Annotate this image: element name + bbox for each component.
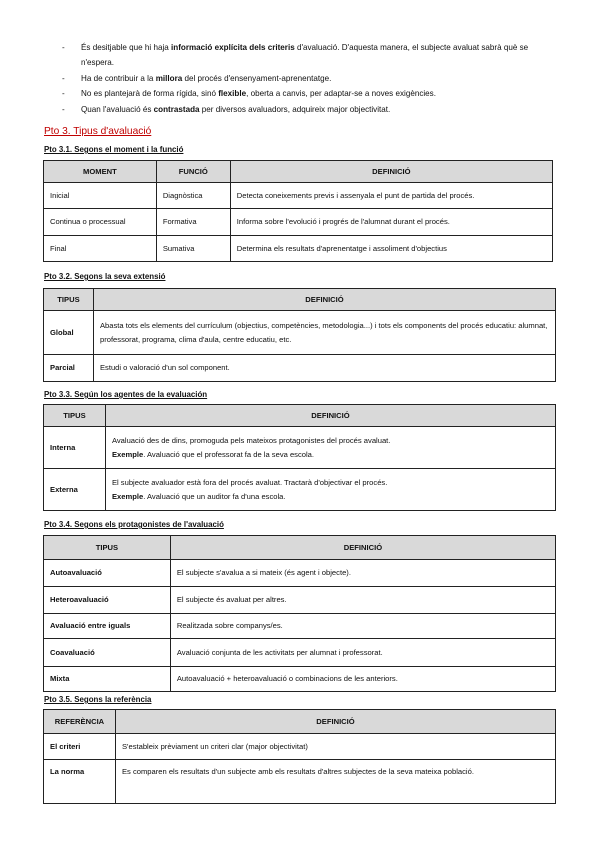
cell: Coavaluació <box>44 639 171 667</box>
header-cell: DEFINICIÓ <box>170 536 555 560</box>
table-header-row <box>44 289 556 311</box>
header-cell: TIPUS <box>44 405 106 427</box>
table-row <box>44 760 556 804</box>
bullet-text: Quan l'avaluació és <box>81 104 154 114</box>
bullet-bold: contrastada <box>153 104 200 114</box>
cell: Informa sobre l'evolució i progrés de l'alumnat durant el procés. <box>230 209 552 236</box>
cell: Determina els resultats d'aprenentatge i assoliment d'objectius <box>230 236 552 262</box>
cell: Abasta tots els elements del currículum (objectius, competències, metodologia...) i tots els components del procés educatiu: alumnat, professorat, programa, clima d'aula, centre educatiu, etc. <box>93 311 555 355</box>
cell: Final <box>44 236 157 262</box>
bullet-bold: flexible <box>218 89 247 99</box>
bullet-item <box>62 71 562 86</box>
bullet-item <box>62 40 562 71</box>
table-row <box>44 639 556 667</box>
bullet-text: És desitjable que hi haja <box>81 43 171 52</box>
cell: Continua o processual <box>44 209 157 236</box>
example-text: . Avaluació que el professorat fa de la seva escola. <box>143 449 315 459</box>
cell: Autoavaluació <box>44 560 171 587</box>
cell: Diagnòstica <box>156 183 230 209</box>
cell: Parcial <box>44 355 94 382</box>
cell: Avaluació conjunta de les activitats per alumnat i professorat. <box>170 639 555 667</box>
cell: Inicial <box>44 183 157 209</box>
table-row <box>44 209 553 236</box>
cell: El subjecte és avaluat per altres. <box>170 587 555 614</box>
table-extension <box>43 288 556 382</box>
table-header-row <box>44 710 556 734</box>
header-cell: DEFINICIÓ <box>105 405 555 427</box>
table-header-row <box>44 536 556 560</box>
cell: Externa <box>44 469 106 511</box>
bullet-text: , oberta a canvis, per adaptar-se a noves exigències. <box>246 89 436 99</box>
cell: Interna <box>44 427 106 469</box>
header-cell: TIPUS <box>44 536 171 560</box>
table-title-reference: Pto 3.5. Segons la referència <box>44 695 152 704</box>
table-row <box>44 734 556 760</box>
bullet-list <box>62 40 562 117</box>
header-cell: REFERÈNCIA <box>44 710 116 734</box>
table-row <box>44 236 553 262</box>
table-row <box>44 311 556 355</box>
cell: El criteri <box>44 734 116 760</box>
cell: Formativa <box>156 209 230 236</box>
header-cell: TIPUS <box>44 289 94 311</box>
bullet-item <box>62 86 562 101</box>
table-protagonists <box>43 535 556 692</box>
table-row <box>44 469 556 511</box>
table-header-row <box>44 161 553 183</box>
table-row <box>44 667 556 692</box>
table-agents <box>43 404 556 511</box>
section-title: Pto 3. Tipus d'avaluació <box>44 126 152 137</box>
cell: Avaluació entre iguals <box>44 614 171 639</box>
cell: S'estableix prèviament un criteri clar (major objectivitat) <box>115 734 555 760</box>
bullet-text: No es plantejarà de forma rígida, sinó <box>81 89 219 99</box>
bullet-text: per diversos avaluadors, adquireix major objectivitat. <box>199 104 391 114</box>
cell: Global <box>44 311 94 355</box>
cell: Sumativa <box>156 236 230 262</box>
cell: Realitzada sobre companys/es. <box>170 614 555 639</box>
cell: Estudi o valoració d'un sol component. <box>93 355 555 382</box>
table-reference <box>43 709 556 804</box>
bullet-text: del procés d'ensenyament-aprenentatge. <box>182 73 332 83</box>
table-title-extension: Pto 3.2. Segons la seva extensió <box>44 272 166 281</box>
example-label: Exemple <box>111 449 144 459</box>
bullet-bold: millora <box>155 73 183 83</box>
table-title-moment: Pto 3.1. Segons el moment i la funció <box>44 145 184 154</box>
definition-text: El subjecte avaluador està fora del procés avaluat. Tractarà d'objectivar el procés. <box>111 477 388 487</box>
bullet-text: Ha de contribuir a la <box>81 73 156 83</box>
bullet-bold: informació explícita dels criteris <box>171 43 295 52</box>
table-row <box>44 355 556 382</box>
cell: Detecta coneixements previs i assenyala el punt de partida del procés. <box>230 183 552 209</box>
cell: Heteroavaluació <box>44 587 171 614</box>
header-cell: DEFINICIÓ <box>93 289 555 311</box>
table-header-row <box>44 405 556 427</box>
example-label: Exemple <box>111 491 144 501</box>
cell: El subjecte s'avalua a si mateix (és agent i objecte). <box>170 560 555 587</box>
bullet-item <box>62 102 562 117</box>
cell: La norma <box>44 760 116 804</box>
header-cell: DEFINICIÓ <box>115 710 555 734</box>
table-row <box>44 560 556 587</box>
cell: Mixta <box>44 667 171 692</box>
definition-text: Avaluació des de dins, promoguda pels mateixos protagonistes del procés avaluat. <box>111 435 391 445</box>
table-moment <box>43 160 553 262</box>
cell <box>105 469 555 511</box>
example-text: . Avaluació que un auditor fa d'una escola. <box>143 491 286 501</box>
header-cell: FUNCIÓ <box>156 161 230 183</box>
header-cell: MOMENT <box>44 161 157 183</box>
table-row <box>44 427 556 469</box>
table-title-agents: Pto 3.3. Según los agentes de la evaluación <box>44 390 208 399</box>
table-row <box>44 614 556 639</box>
bullet-text: d'avaluació. D'aquesta manera, el subjecte avaluat sabrà què se n'espera. <box>81 43 529 68</box>
table-row <box>44 183 553 209</box>
cell: Autoavaluació + heteroavaluació o combinacions de les anteriors. <box>170 667 555 692</box>
cell <box>105 427 555 469</box>
table-row <box>44 587 556 614</box>
table-title-protagonists: Pto 3.4. Segons els protagonistes de l'avaluació <box>44 520 224 529</box>
header-cell: DEFINICIÓ <box>230 161 552 183</box>
cell: Es comparen els resultats d'un subjecte amb els resultats d'altres subjectes de la seva mateixa població. <box>115 760 555 804</box>
